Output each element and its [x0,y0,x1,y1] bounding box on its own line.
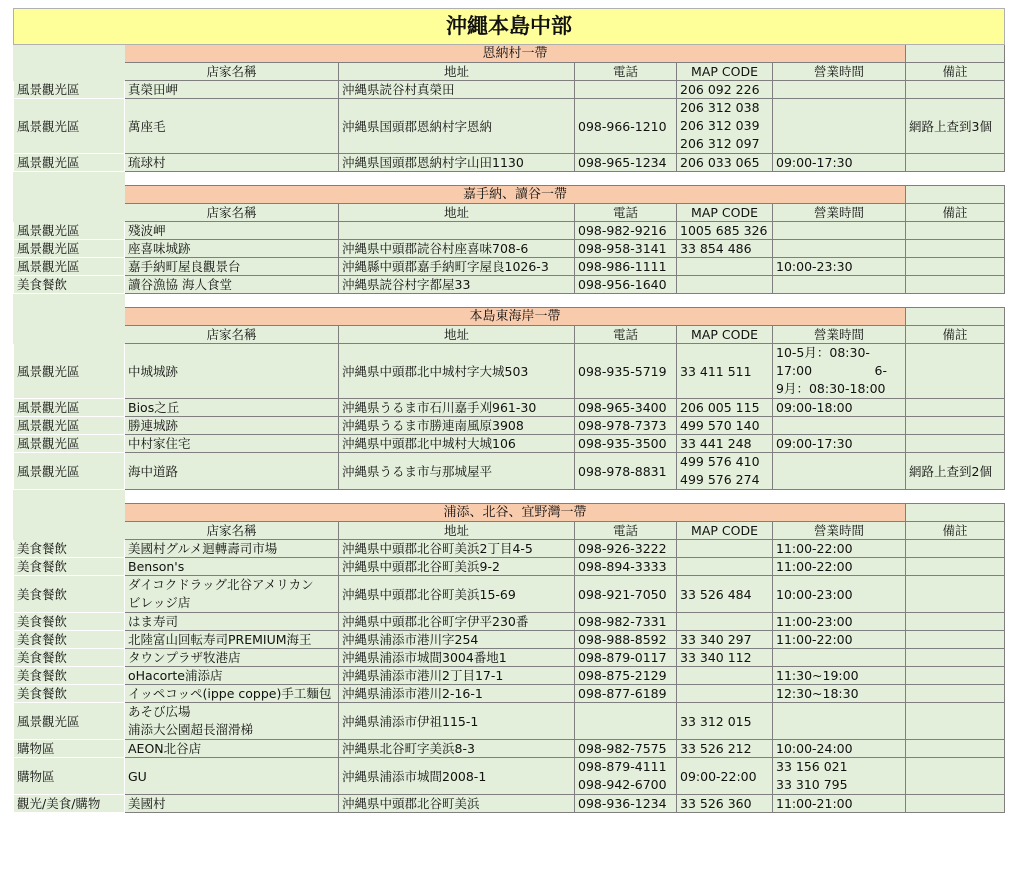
column-header-row [14,522,1005,540]
category-cell[interactable]: 風景觀光區 [14,453,125,490]
table-row [14,703,1005,740]
spreadsheet [13,8,1005,813]
name-cell[interactable]: 嘉手納町屋良觀景台 [125,258,339,276]
hours-cell[interactable]: 10:00-24:00 [773,740,906,758]
name-cell[interactable]: 勝連城跡 [125,417,339,435]
address-cell[interactable]: 沖縄県中頭郡読谷村座喜味708-6 [339,240,575,258]
map-code-cell[interactable]: 206 033 065 [677,154,773,172]
spacer-row [14,172,1005,186]
phone-cell[interactable]: 098-988-8592 [575,631,677,649]
spacer-cell[interactable] [773,294,906,308]
table-row [14,99,1005,154]
name-cell[interactable]: Benson's [125,558,339,576]
table-row [14,240,1005,258]
hours-cell[interactable] [773,276,906,294]
spacer-row [14,490,1005,504]
category-cell[interactable]: 風景觀光區 [14,154,125,172]
address-cell[interactable] [339,222,575,240]
name-cell[interactable]: 琉球村 [125,154,339,172]
map-code-cell[interactable]: 206 005 115 [677,399,773,417]
header-map-code[interactable]: MAP CODE [677,63,773,81]
table-row [14,613,1005,631]
map-code-cell[interactable]: 499 570 140 [677,417,773,435]
address-cell[interactable]: 沖縄県中頭郡北谷町美浜2丁目4-5 [339,540,575,558]
header-address[interactable]: 地址 [339,63,575,81]
hours-cell[interactable]: 10:00-23:30 [773,258,906,276]
phone-cell[interactable]: 098-956-1640 [575,276,677,294]
phone-cell[interactable] [575,758,677,795]
phone-cell[interactable]: 098-958-3141 [575,240,677,258]
table-row [14,154,1005,172]
note-cell[interactable] [906,344,1005,399]
header-address[interactable]: 地址 [339,522,575,540]
category-blank[interactable] [14,504,125,522]
hours-cell-line: 10-5月：08:30- [776,345,870,360]
hours-cell[interactable]: 11:00-22:00 [773,631,906,649]
table-row [14,558,1005,576]
spacer-cell[interactable] [906,172,1005,186]
note-cell[interactable] [906,758,1005,795]
name-cell-line: ダイコクドラッグ北谷アメリカン [128,577,314,592]
hours-cell[interactable]: 10:00-23:00 [773,576,906,613]
spacer-cell[interactable] [677,294,773,308]
category-cell[interactable]: 風景觀光區 [14,240,125,258]
spacer-row [14,294,1005,308]
table-row [14,399,1005,417]
address-cell[interactable]: 沖縄県浦添市港川字254 [339,631,575,649]
map-code-cell[interactable] [677,258,773,276]
spacer-cell[interactable] [773,172,906,186]
category-cell[interactable]: 風景觀光區 [14,81,125,99]
spacer-cell[interactable] [125,490,339,504]
hours-cell[interactable]: 12:30~18:30 [773,685,906,703]
phone-cell[interactable] [575,81,677,99]
note-cell[interactable] [906,222,1005,240]
address-cell[interactable]: 沖縄県中頭郡北谷町美浜15-69 [339,576,575,613]
table-row [14,81,1005,99]
map-code-cell-line: 499 576 410 [680,454,760,469]
phone-cell[interactable]: 098-926-3222 [575,540,677,558]
sheet-title[interactable]: 沖繩本島中部 [14,9,1005,45]
address-cell[interactable]: 沖縄県浦添市城間3004番地1 [339,649,575,667]
section-label[interactable]: 嘉手納、讀谷一帶 [125,186,906,204]
name-cell[interactable]: 萬座毛 [125,99,339,154]
category-cell[interactable]: 風景觀光區 [14,399,125,417]
note-cell[interactable] [906,399,1005,417]
note-cell[interactable] [906,154,1005,172]
hours-cell[interactable]: 09:00-18:00 [773,399,906,417]
name-cell[interactable]: 真榮田岬 [125,81,339,99]
phone-cell[interactable]: 098-978-8831 [575,453,677,490]
address-cell[interactable]: 沖縄県国頭郡恩納村字恩納 [339,99,575,154]
table-row [14,685,1005,703]
section-header-row [14,45,1005,63]
spacer-cell[interactable] [773,490,906,504]
spacer-cell[interactable] [575,490,677,504]
category-cell[interactable]: 風景觀光區 [14,99,125,154]
header-name[interactable]: 店家名稱 [125,326,339,344]
hours-cell[interactable]: 09:00-17:30 [773,435,906,453]
category-cell[interactable]: 風景觀光區 [14,222,125,240]
address-cell[interactable]: 沖縄県北谷町字美浜8-3 [339,740,575,758]
phone-cell[interactable]: 098-936-1234 [575,795,677,813]
name-cell[interactable]: 中城城跡 [125,344,339,399]
section-blank[interactable] [906,504,1005,522]
phone-cell[interactable]: 098-986-1111 [575,258,677,276]
note-cell[interactable] [906,540,1005,558]
name-cell[interactable]: 美國村 [125,795,339,813]
note-cell[interactable] [906,795,1005,813]
category-cell[interactable]: 美食餐飲 [14,540,125,558]
spacer-cell[interactable] [575,172,677,186]
category-cell[interactable]: 美食餐飲 [14,685,125,703]
address-cell[interactable]: 沖縄県浦添市港川2-16-1 [339,685,575,703]
spacer-cell[interactable] [339,490,575,504]
address-cell[interactable]: 沖縄県中頭郡北谷町字伊平230番 [339,613,575,631]
hours-cell[interactable] [773,417,906,435]
header-note[interactable]: 備註 [906,522,1005,540]
table-row [14,222,1005,240]
map-code-cell[interactable]: 33 526 484 [677,576,773,613]
category-blank[interactable] [14,522,125,540]
name-cell[interactable]: AEON北谷店 [125,740,339,758]
hours-cell-line: 33 156 021 [776,759,848,774]
table-row [14,453,1005,490]
note-cell[interactable]: 網路上查到3個 [906,99,1005,154]
header-hours[interactable]: 營業時間 [773,63,906,81]
map-code-cell-line: 206 312 039 [680,118,760,133]
phone-cell[interactable]: 098-877-6189 [575,685,677,703]
map-code-cell[interactable]: 206 092 226 [677,81,773,99]
name-cell[interactable]: 北陸富山回転寿司PREMIUM海王 [125,631,339,649]
phone-cell[interactable]: 098-982-7575 [575,740,677,758]
note-cell[interactable] [906,685,1005,703]
column-header-row [14,63,1005,81]
table-row [14,540,1005,558]
phone-cell[interactable] [575,703,677,740]
hours-cell-line: 9月：08:30-18:00 [776,381,886,396]
section-header-row [14,308,1005,326]
name-cell[interactable]: 座喜味城跡 [125,240,339,258]
header-map-code[interactable]: MAP CODE [677,522,773,540]
map-code-cell[interactable] [677,558,773,576]
hours-cell[interactable]: 09:00-17:30 [773,154,906,172]
hours-cell[interactable]: 11:00-21:00 [773,795,906,813]
name-cell[interactable]: Bios之丘 [125,399,339,417]
map-code-cell[interactable] [677,540,773,558]
address-cell[interactable]: 沖縄県浦添市城間2008-1 [339,758,575,795]
header-note[interactable]: 備註 [906,326,1005,344]
hours-cell-line: 17:00 6- [776,363,887,378]
header-name[interactable]: 店家名稱 [125,204,339,222]
category-blank[interactable] [14,204,125,222]
spacer-cell[interactable] [906,294,1005,308]
name-cell[interactable] [125,576,339,613]
note-cell[interactable] [906,631,1005,649]
map-code-cell[interactable] [677,99,773,154]
address-cell[interactable]: 沖縄県うるま市与那城屋平 [339,453,575,490]
attractions-table [13,8,1005,813]
table-row [14,344,1005,399]
hours-cell[interactable]: 11:30~19:00 [773,667,906,685]
category-cell[interactable]: 風景觀光區 [14,703,125,740]
phone-cell-line: 098-879-4111 [578,759,667,774]
category-cell[interactable]: 風景觀光區 [14,258,125,276]
header-hours[interactable]: 營業時間 [773,204,906,222]
note-cell[interactable] [906,649,1005,667]
spacer-cell[interactable] [339,294,575,308]
note-cell[interactable] [906,703,1005,740]
spacer-cell[interactable] [14,294,125,308]
table-row [14,667,1005,685]
map-code-cell[interactable] [677,276,773,294]
table-row [14,649,1005,667]
category-cell[interactable]: 風景觀光區 [14,417,125,435]
category-cell[interactable]: 觀光/美食/購物 [14,795,125,813]
name-cell[interactable]: GU [125,758,339,795]
name-cell[interactable]: 讀谷漁協 海人食堂 [125,276,339,294]
section-label[interactable]: 恩納村一帶 [125,45,906,63]
name-cell-line: 浦添大公園超長溜滑梯 [128,722,254,737]
column-header-row [14,326,1005,344]
category-blank[interactable] [14,308,125,326]
hours-cell[interactable] [773,649,906,667]
category-cell[interactable]: 風景觀光區 [14,435,125,453]
spacer-cell[interactable] [677,172,773,186]
hours-cell[interactable] [773,453,906,490]
table-row [14,740,1005,758]
category-cell[interactable]: 美食餐飲 [14,276,125,294]
category-cell[interactable]: 購物區 [14,740,125,758]
section-header-row [14,186,1005,204]
map-code-cell-line: 206 312 038 [680,100,760,115]
hours-cell[interactable] [773,703,906,740]
hours-cell[interactable] [773,344,906,399]
map-code-cell[interactable]: 09:00-22:00 [677,758,773,795]
map-code-cell-line: 206 312 097 [680,136,760,151]
map-code-cell[interactable]: 33 854 486 [677,240,773,258]
hours-cell-line: 33 310 795 [776,777,848,792]
category-blank[interactable] [14,45,125,63]
name-cell-line: ビレッジ店 [128,595,191,610]
note-cell[interactable] [906,576,1005,613]
header-phone[interactable]: 電話 [575,63,677,81]
hours-cell[interactable]: 11:00-22:00 [773,558,906,576]
header-note[interactable]: 備註 [906,63,1005,81]
address-cell[interactable]: 沖縄県うるま市勝連南風原3908 [339,417,575,435]
hours-cell[interactable] [773,758,906,795]
name-cell-line: あそび広場 [128,704,191,719]
header-hours[interactable]: 營業時間 [773,522,906,540]
note-cell[interactable]: 網路上查到2個 [906,453,1005,490]
spacer-cell[interactable] [339,172,575,186]
header-address[interactable]: 地址 [339,204,575,222]
header-phone[interactable]: 電話 [575,522,677,540]
note-cell[interactable] [906,740,1005,758]
header-map-code[interactable]: MAP CODE [677,204,773,222]
address-cell[interactable]: 沖縄県中頭郡北谷町美浜 [339,795,575,813]
hours-cell[interactable]: 11:00-22:00 [773,540,906,558]
map-code-cell[interactable]: 33 340 297 [677,631,773,649]
category-cell[interactable]: 美食餐飲 [14,631,125,649]
category-blank[interactable] [14,326,125,344]
phone-cell[interactable]: 098-965-3400 [575,399,677,417]
note-cell[interactable] [906,667,1005,685]
phone-cell[interactable]: 098-935-3500 [575,435,677,453]
address-cell[interactable]: 沖縄県うるま市石川嘉手刈961-30 [339,399,575,417]
phone-cell[interactable]: 098-921-7050 [575,576,677,613]
phone-cell[interactable]: 098-982-7331 [575,613,677,631]
spacer-cell[interactable] [14,172,125,186]
name-cell[interactable]: 海中道路 [125,453,339,490]
hours-cell[interactable]: 11:00-23:00 [773,613,906,631]
section-blank[interactable] [906,308,1005,326]
title-row [14,9,1005,45]
table-row [14,795,1005,813]
table-row [14,576,1005,613]
table-row [14,258,1005,276]
map-code-cell[interactable]: 33 526 360 [677,795,773,813]
note-cell[interactable] [906,417,1005,435]
address-cell[interactable]: 沖縄県中頭郡北中城村大城106 [339,435,575,453]
category-cell[interactable]: 美食餐飲 [14,558,125,576]
hours-cell[interactable] [773,81,906,99]
name-cell[interactable]: 美國村グルメ迴轉壽司市場 [125,540,339,558]
category-blank[interactable] [14,63,125,81]
phone-cell[interactable]: 098-935-5719 [575,344,677,399]
spacer-cell[interactable] [125,294,339,308]
category-cell[interactable]: 美食餐飲 [14,667,125,685]
spacer-cell[interactable] [575,294,677,308]
note-cell[interactable] [906,558,1005,576]
section-label[interactable]: 本島東海岸一帶 [125,308,906,326]
name-cell[interactable]: タウンプラザ牧港店 [125,649,339,667]
header-name[interactable]: 店家名稱 [125,522,339,540]
phone-cell[interactable]: 098-982-9216 [575,222,677,240]
phone-cell[interactable]: 098-965-1234 [575,154,677,172]
spacer-cell[interactable] [677,490,773,504]
hours-cell[interactable] [773,99,906,154]
header-address[interactable]: 地址 [339,326,575,344]
phone-cell[interactable]: 098-879-0117 [575,649,677,667]
map-code-cell[interactable]: 1005 685 326 [677,222,773,240]
table-row [14,417,1005,435]
note-cell[interactable] [906,276,1005,294]
section-label[interactable]: 浦添、北谷、宜野灣一帶 [125,504,906,522]
address-cell[interactable]: 沖縄県国頭郡恩納村字山田1130 [339,154,575,172]
spacer-cell[interactable] [906,490,1005,504]
address-cell[interactable]: 沖縄県浦添市港川2丁目17-1 [339,667,575,685]
hours-cell[interactable] [773,222,906,240]
table-row [14,758,1005,795]
name-cell[interactable]: 殘波岬 [125,222,339,240]
address-cell[interactable]: 沖縄県浦添市伊祖115-1 [339,703,575,740]
hours-cell[interactable] [773,240,906,258]
map-code-cell[interactable] [677,685,773,703]
phone-cell[interactable]: 098-875-2129 [575,667,677,685]
map-code-cell[interactable] [677,613,773,631]
table-row [14,276,1005,294]
category-cell[interactable]: 美食餐飲 [14,613,125,631]
category-cell[interactable]: 美食餐飲 [14,649,125,667]
header-name[interactable]: 店家名稱 [125,63,339,81]
table-row [14,631,1005,649]
header-phone[interactable]: 電話 [575,204,677,222]
section-blank[interactable] [906,45,1005,63]
address-cell[interactable]: 沖縄縣中頭郡嘉手納町字屋良1026-3 [339,258,575,276]
table-row [14,435,1005,453]
category-cell[interactable]: 風景觀光區 [14,344,125,399]
header-map-code[interactable]: MAP CODE [677,326,773,344]
map-code-cell-line: 499 576 274 [680,472,760,487]
map-code-cell[interactable]: 33 411 511 [677,344,773,399]
address-cell[interactable]: 沖縄県読谷村真榮田 [339,81,575,99]
note-cell[interactable] [906,258,1005,276]
column-header-row [14,204,1005,222]
header-phone[interactable]: 電話 [575,326,677,344]
category-cell[interactable]: 購物區 [14,758,125,795]
note-cell[interactable] [906,435,1005,453]
header-note[interactable]: 備註 [906,204,1005,222]
category-blank[interactable] [14,186,125,204]
header-hours[interactable]: 營業時間 [773,326,906,344]
note-cell[interactable] [906,613,1005,631]
note-cell[interactable] [906,81,1005,99]
map-code-cell[interactable]: 33 441 248 [677,435,773,453]
spacer-cell[interactable] [14,490,125,504]
map-code-cell[interactable]: 33 312 015 [677,703,773,740]
section-header-row [14,504,1005,522]
address-cell[interactable]: 沖縄県読谷村字都屋33 [339,276,575,294]
name-cell[interactable] [125,703,339,740]
name-cell[interactable]: 中村家住宅 [125,435,339,453]
map-code-cell[interactable] [677,667,773,685]
name-cell[interactable]: イッペコッペ(ippe coppe)手工麵包 [125,685,339,703]
phone-cell[interactable]: 098-978-7373 [575,417,677,435]
category-cell[interactable]: 美食餐飲 [14,576,125,613]
section-blank[interactable] [906,186,1005,204]
note-cell[interactable] [906,240,1005,258]
phone-cell[interactable]: 098-966-1210 [575,99,677,154]
map-code-cell[interactable]: 33 340 112 [677,649,773,667]
address-cell[interactable]: 沖縄県中頭郡北中城村字大城503 [339,344,575,399]
phone-cell-line: 098-942-6700 [578,777,667,792]
map-code-cell[interactable] [677,453,773,490]
spacer-cell[interactable] [125,172,339,186]
name-cell[interactable]: はま寿司 [125,613,339,631]
name-cell[interactable]: oHacorte浦添店 [125,667,339,685]
map-code-cell[interactable]: 33 526 212 [677,740,773,758]
phone-cell[interactable]: 098-894-3333 [575,558,677,576]
address-cell[interactable]: 沖縄県中頭郡北谷町美浜9-2 [339,558,575,576]
